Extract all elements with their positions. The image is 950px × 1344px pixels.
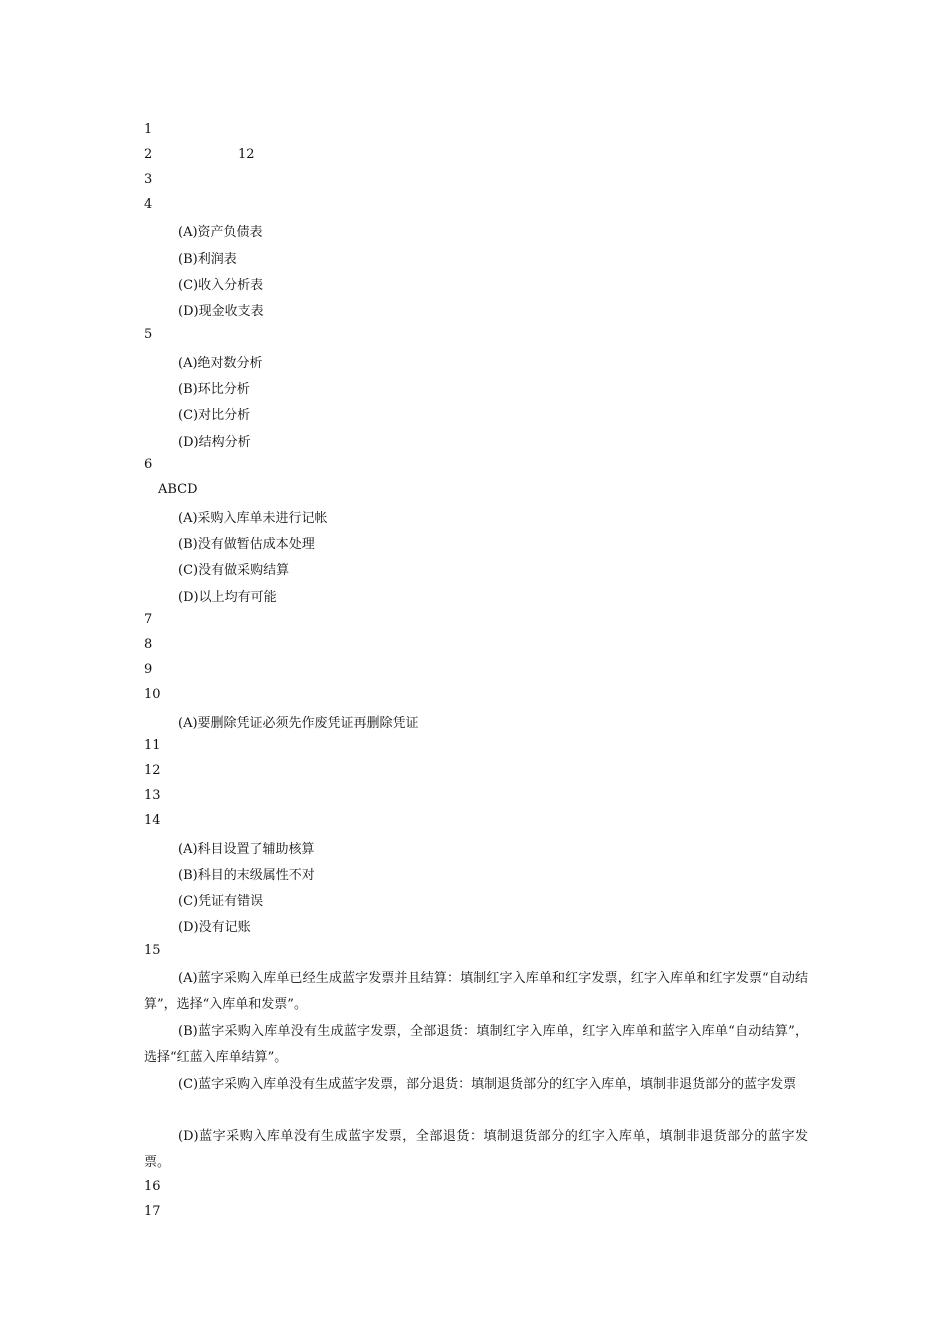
question-number-5: 5 (144, 327, 153, 342)
question-14-option-b: (B)科目的末级属性不对 (178, 868, 315, 883)
question-4-option-b: (B)利润表 (178, 252, 237, 267)
question-14-option-a: (A)科目设置了辅助核算 (178, 842, 315, 857)
question-6-option-c: (C)没有做采购结算 (178, 563, 290, 578)
question-number-11: 11 (144, 738, 161, 753)
question-5-option-d: (D)结构分析 (178, 435, 251, 450)
question-number-6: 6 (144, 457, 153, 472)
question-number-16: 16 (144, 1179, 161, 1194)
question-5-option-c: (C)对比分析 (178, 408, 251, 423)
question-5-option-b: (B)环比分析 (178, 382, 250, 397)
question-6-option-b: (B)没有做暂估成本处理 (178, 537, 315, 552)
question-5-option-a: (A)绝对数分析 (178, 356, 263, 371)
question-6-answer: ABCD (158, 482, 198, 497)
question-number-4: 4 (144, 197, 153, 212)
question-number-7: 7 (144, 612, 153, 627)
question-15-option-a: (A)蓝字采购入库单已经生成蓝字发票并且结算：填制红字入库单和红字发票，红字入库单和红字发票“自动结算”，选择“入库单和发票”。 (144, 971, 808, 1012)
question-number-2: 2 (144, 147, 153, 162)
question-number-12: 12 (144, 763, 161, 778)
question-6-option-a: (A)采购入库单未进行记帐 (178, 511, 328, 526)
question-2-value: 12 (238, 147, 255, 162)
question-number-1: 1 (144, 122, 153, 137)
question-number-9: 9 (144, 662, 153, 677)
question-6-option-d: (D)以上均有可能 (178, 590, 277, 605)
question-number-17: 17 (144, 1204, 161, 1219)
question-15-option-b: (B)蓝字采购入库单没有生成蓝字发票，全部退货：填制红字入库单，红字入库单和蓝字入库单“自动结算”，选择“红蓝入库单结算”。 (144, 1024, 808, 1065)
question-14-option-c: (C)凭证有错误 (178, 894, 264, 909)
question-15-option-c: (C)蓝字采购入库单没有生成蓝字发票，部分退货：填制退货部分的红字入库单，填制非退货部分的蓝字发票 (178, 1077, 797, 1092)
question-10-option-a: (A)要删除凭证必须先作废凭证再删除凭证 (178, 716, 419, 731)
question-number-3: 3 (144, 172, 153, 187)
question-number-13: 13 (144, 788, 161, 803)
question-4-option-c: (C)收入分析表 (178, 278, 264, 293)
question-4-option-d: (D)现金收支表 (178, 304, 264, 319)
question-number-14: 14 (144, 813, 161, 828)
question-number-10: 10 (144, 687, 161, 702)
question-4-option-a: (A)资产负债表 (178, 225, 263, 240)
question-15-option-d: (D)蓝字采购入库单没有生成蓝字发票，全部退货：填制退货部分的红字入库单，填制非退货部分的蓝字发票。 (144, 1129, 808, 1170)
question-14-option-d: (D)没有记账 (178, 920, 251, 935)
question-number-15: 15 (144, 943, 161, 958)
question-number-8: 8 (144, 637, 153, 652)
